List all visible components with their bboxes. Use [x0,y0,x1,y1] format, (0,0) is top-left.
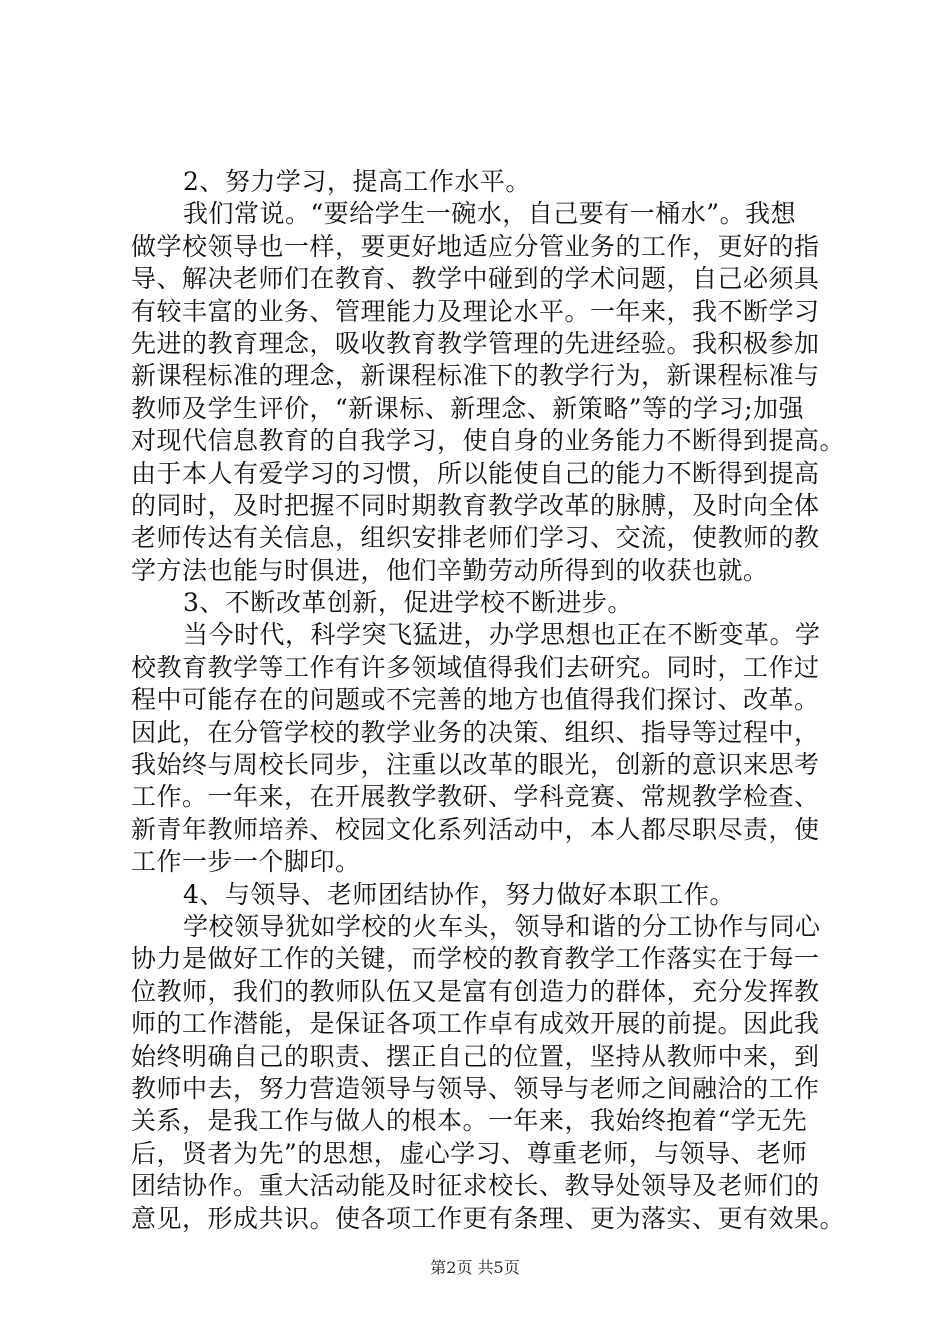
paragraph-first-line: 3、不断改革创新，促进学校不断进步。 [183,588,633,618]
paragraph-line: 对现代信息教育的自我学习，使自身的业务能力不断得到提高。 [131,426,846,456]
paragraph-line: 工作一步一个脚印。 [131,847,361,877]
paragraph-line: 关系，是我工作与做人的根本。一年来，我始终抱着“学无先 [131,1106,808,1136]
paragraph-line: 教师及学生评价，“新课标、新理念、新策略”等的学习;加强 [131,393,804,423]
paragraph-line: 老师传达有关信息，组织安排老师们学习、交流，使教师的教 [131,523,820,553]
paragraph-line: 因此，在分管学校的教学业务的决策、组织、指导等过程中， [131,717,820,747]
paragraph-line: 后，贤者为先”的思想，虚心学习、尊重老师，与领导、老师 [131,1138,808,1168]
paragraph-line: 位教师，我们的教师队伍又是富有创造力的群体，充分发挥教 [131,976,820,1006]
document-body [131,166,846,1235]
paragraph-line: 先进的教育理念，吸收教育教学管理的先进经验。我积极参加 [131,328,820,358]
paragraph-line: 我始终与周校长同步，注重以改革的眼光，创新的意识来思考 [131,750,820,780]
paragraph-line: 校教育教学等工作有许多领域值得我们去研究。同时，工作过 [131,652,820,682]
paragraph-line: 有较丰富的业务、管理能力及理论水平。一年来，我不断学习 [131,296,820,326]
paragraph-line: 师的工作潜能，是保证各项工作卓有成效开展的前提。因此我 [131,1009,820,1039]
paragraph-line: 学方法也能与时俱进，他们辛勤劳动所得到的收获也就。 [131,555,769,585]
paragraph-line: 的同时，及时把握不同时期教育教学改革的脉膊，及时向全体 [131,490,820,520]
paragraph-first-line: 4、与领导、老师团结协作，努力做好本职工作。 [183,879,735,909]
paragraph-first-line: 我们常说。“要给学生一碗水，自己要有一桶水”。我想 [183,199,797,229]
paragraph-line: 意见，形成共识。使各项工作更有条理、更为落实、更有效果。 [131,1203,846,1233]
paragraph-line: 新课程标准的理念，新课程标准下的教学行为，新课程标准与 [131,361,820,391]
paragraph-line: 教师中去，努力营造领导与领导、领导与老师之间融洽的工作 [131,1073,820,1103]
paragraph-line: 由于本人有爱学习的习惯，所以能使自己的能力不断得到提高 [131,458,820,488]
paragraph-line: 始终明确自己的职责、摆正自己的位置，坚持从教师中来，到 [131,1041,820,1071]
paragraph-line: 做学校领导也一样，要更好地适应分管业务的工作，更好的指 [131,231,820,261]
paragraph-line: 工作。一年来，在开展教学教研、学科竞赛、常规教学检查、 [131,782,820,812]
paragraph-first-line: 学校领导犹如学校的火车头，领导和谐的分工协作与同心 [183,911,821,941]
paragraph-first-line: 2、努力学习，提高工作水平。 [183,167,531,196]
paragraph-line: 新青年教师培养、校园文化系列活动中，本人都尽职尽责，使 [131,814,820,844]
paragraph-line: 团结协作。重大活动能及时征求校长、教导处领导及老师们的 [131,1171,820,1201]
paragraph-line: 协力是做好工作的关键，而学校的教育教学工作落实在于每一 [131,944,820,974]
paragraph-line: 导、解决老师们在教育、教学中碰到的学术问题，自己必须具 [131,264,820,294]
page-footer: 第2页 共5页 [430,1258,520,1277]
paragraph-line: 程中可能存在的问题或不完善的地方也值得我们探讨、改革。 [131,685,820,715]
paragraph-first-line: 当今时代，科学突飞猛进，办学思想也正在不断变革。学 [183,620,821,650]
